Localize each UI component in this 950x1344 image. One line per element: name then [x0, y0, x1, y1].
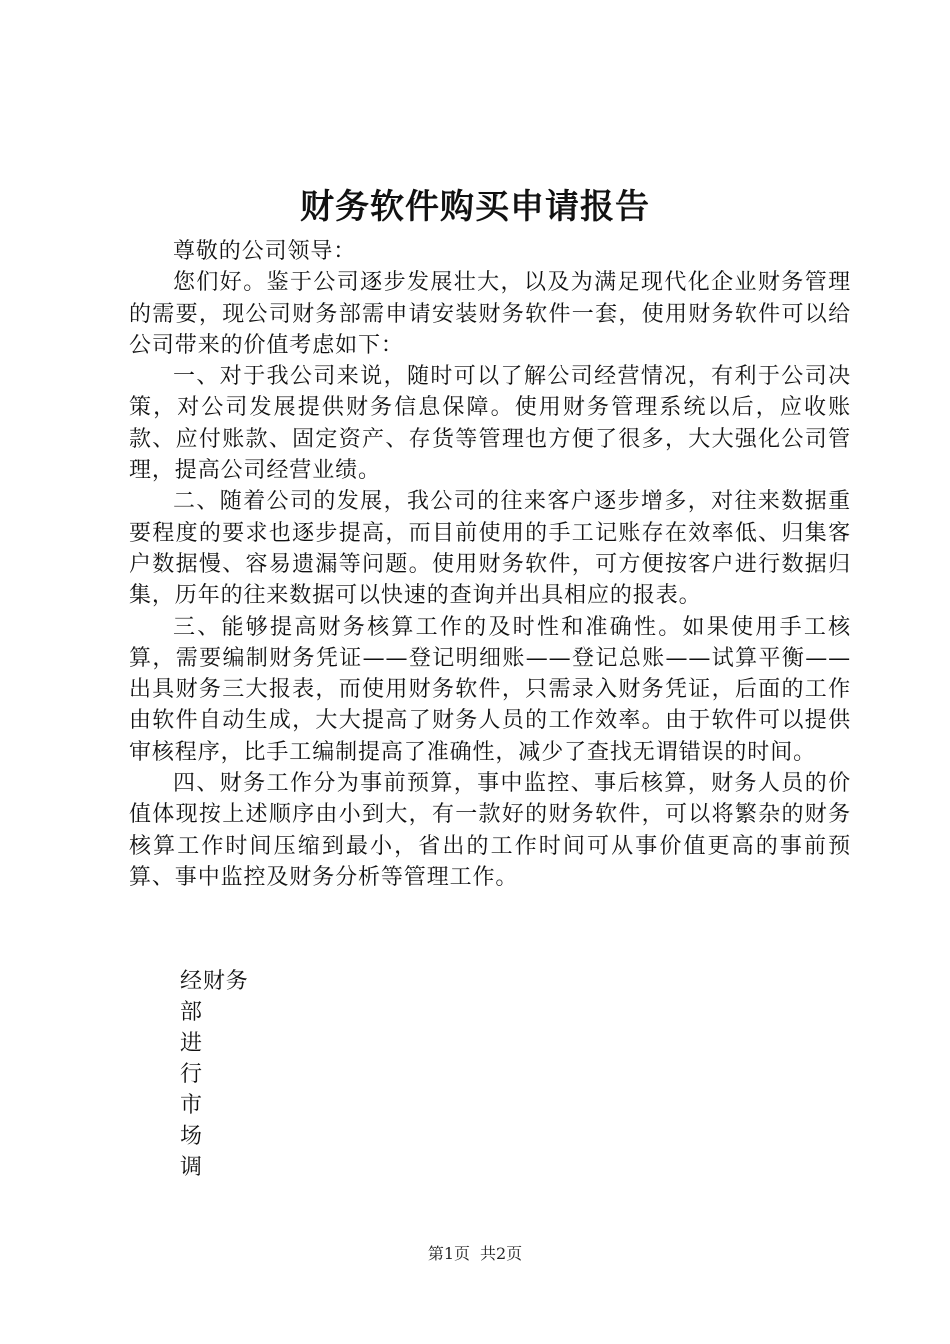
page-footer: [0, 1244, 950, 1264]
paragraph-point-2: 二、随着公司的发展，我公司的往来客户逐步增多，对往来数据重要程度的要求也逐步提高，而目前使用的手工记账存在效率低、归集客户数据慢、容易遗漏等问题。使用财务软件，可方便按客户进行数据归集，历年的往来数据可以快速的查询并出具相应的报表。: [129, 489, 851, 609]
paragraph-intro: 您们好。鉴于公司逐步发展壮大，以及为满足现代化企业财务管理的需要，现公司财务部需申请安装财务软件一套，使用财务软件可以给公司带来的价值考虑如下：: [129, 270, 851, 358]
vertical-note-line: 经财务: [180, 969, 249, 994]
paragraph-point-3: 三、能够提高财务核算工作的及时性和准确性。如果使用手工核算，需要编制财务凭证——登记明细账——登记总账——试算平衡——出具财务三大报表，而使用财务软件，只需录入财务凭证，后面的工作由软件自动生成，大大提高了财务人员的工作效率。由于软件可以提供审核程序，比手工编制提高了准确性，减少了查找无谓错误的时间。: [129, 614, 851, 765]
vertical-note-line: 进: [180, 1031, 203, 1056]
document-body: [129, 236, 851, 893]
paragraph-point-1: 一、对于我公司来说，随时可以了解公司经营情况，有利于公司决策，对公司发展提供财务信息保障。使用财务管理系统以后，应收账款、应付账款、固定资产、存货等管理也方便了很多，大大强化公司管理，提高公司经营业绩。: [129, 364, 851, 484]
page-number: 第1页: [427, 1244, 470, 1263]
vertical-note: [180, 966, 249, 1183]
vertical-note-line: 调: [180, 1155, 203, 1180]
page-total: 共2页: [480, 1244, 523, 1263]
vertical-note-line: 行: [180, 1062, 203, 1087]
vertical-note-line: 部: [180, 1000, 203, 1025]
vertical-note-line: 场: [180, 1124, 203, 1149]
paragraph-point-4: 四、财务工作分为事前预算，事中监控、事后核算，财务人员的价值体现按上述顺序由小到大，有一款好的财务软件，可以将繁杂的财务核算工作时间压缩到最小，省出的工作时间可从事价值更高的事前预算、事中监控及财务分析等管理工作。: [129, 771, 851, 890]
vertical-note-line: 市: [180, 1093, 203, 1118]
salutation: 尊敬的公司领导：: [173, 239, 357, 264]
document-title: 财务软件购买申请报告: [300, 187, 650, 227]
